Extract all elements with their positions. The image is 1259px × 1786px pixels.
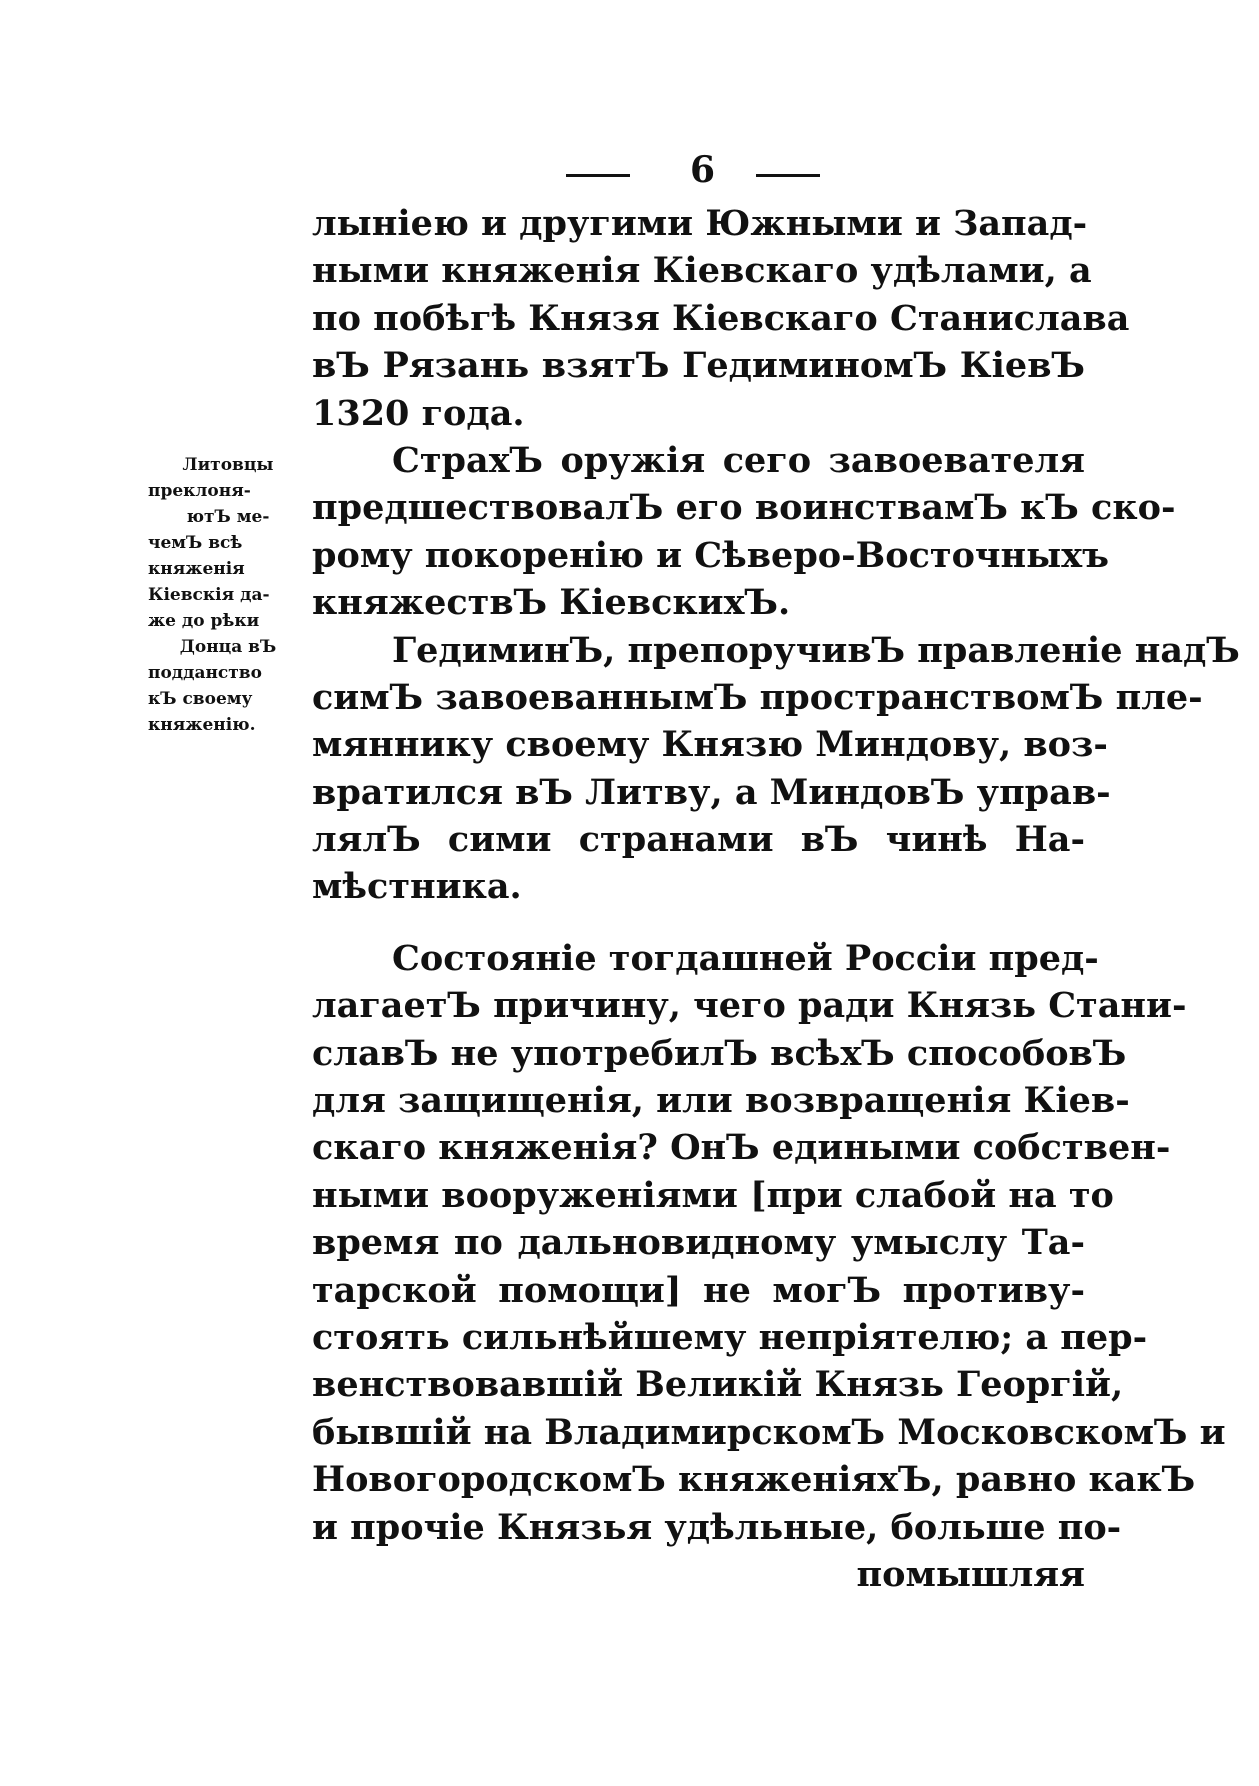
text-line: тарской помощи] не могЪ противу- bbox=[312, 1269, 1085, 1311]
paragraph-gap bbox=[312, 911, 1085, 935]
text-line: Состояніе тогдашней Россіи пред- bbox=[392, 937, 1099, 979]
text-line: лынiею и другими Южными и Запад- bbox=[312, 203, 1088, 244]
marginal-note bbox=[148, 452, 308, 738]
text-line: рому покоренію и Сѣверо-Восточныхъ bbox=[312, 534, 1109, 576]
text-line: время по дальновидному умыслу Та- bbox=[312, 1222, 1085, 1264]
text-line: лагаетЪ причину, чего ради Князь Стани- bbox=[312, 985, 1187, 1027]
margin-note-line: Литовцы bbox=[182, 455, 274, 475]
text-line: 1320 года. bbox=[312, 392, 525, 434]
text-line: СтрахЪ оружія сего завоевателя bbox=[392, 439, 1085, 481]
margin-note-line: княженію. bbox=[148, 715, 256, 735]
text-line: скаго княженія? ОнЪ едиными собствен- bbox=[312, 1127, 1171, 1169]
text-line: лялЪ сими странами вЪ чинѣ На- bbox=[312, 819, 1085, 861]
page-header bbox=[0, 150, 1259, 190]
text-line: вратился вЪ Литву, а МиндовЪ управ- bbox=[312, 771, 1111, 813]
paragraph bbox=[312, 627, 1240, 911]
margin-note-line: чемЪ всѣ bbox=[148, 533, 243, 553]
header-dash-left bbox=[566, 174, 630, 177]
header-dash-right bbox=[756, 174, 820, 177]
text-line: вЪ Рязань взятЪ ГедиминомЪ КіевЪ bbox=[312, 345, 1085, 387]
paragraph bbox=[312, 200, 1130, 437]
text-line: ными вооруженіями [при слабой на то bbox=[312, 1174, 1114, 1216]
text-line: венствовавшій Великій Князь Георгій, bbox=[312, 1364, 1124, 1406]
margin-note-line: Донца вЪ bbox=[179, 637, 277, 657]
text-line: княжествЪ КіевскихЪ. bbox=[312, 582, 791, 624]
text-line: предшествовалЪ его воинствамЪ кЪ ско- bbox=[312, 487, 1176, 529]
margin-note-line: подданство bbox=[148, 663, 262, 683]
text-line: симЪ завоеваннымЪ пространствомЪ пле- bbox=[312, 676, 1203, 718]
margin-note-line: кЪ своему bbox=[148, 689, 253, 709]
text-line: и прочіе Князья удѣльные, больше по- bbox=[312, 1506, 1122, 1548]
paragraph bbox=[312, 935, 1226, 1551]
margin-note-line: княженія bbox=[148, 559, 245, 579]
text-line: по побѣгѣ Князя Кіевскаго Станислава bbox=[312, 297, 1130, 339]
page-number: 6 bbox=[690, 149, 716, 191]
paragraph bbox=[312, 437, 1176, 627]
text-line: ГедиминЪ, препоручивЪ правленіе надЪ bbox=[392, 629, 1240, 671]
text-line: ными княженія Кіевскаго удѣлами, а bbox=[312, 250, 1092, 292]
text-line: для защищенія, или возвращенія Кіев- bbox=[312, 1080, 1130, 1122]
margin-note-line: же до рѣки bbox=[148, 611, 260, 631]
text-line: мѣстника. bbox=[312, 866, 522, 908]
main-text-column bbox=[312, 200, 1240, 1598]
text-line: бывшій на ВладимирскомЪ МосковскомЪ и bbox=[312, 1411, 1226, 1453]
margin-note-line: Кіевскія да- bbox=[148, 585, 270, 605]
margin-note-line: ютЪ ме- bbox=[186, 507, 270, 527]
margin-note-line: преклоня- bbox=[148, 481, 251, 501]
text-line: мяннику своему Князю Миндову, воз- bbox=[312, 724, 1108, 766]
text-line: стоять сильнѣйшему непріятелю; а пер- bbox=[312, 1316, 1148, 1358]
text-line: славЪ не употребилЪ всѣхЪ способовЪ bbox=[312, 1032, 1127, 1074]
text-line: НовогородскомЪ княженіяхЪ, равно какЪ bbox=[312, 1459, 1196, 1501]
catchword: помышляя bbox=[856, 1553, 1085, 1595]
